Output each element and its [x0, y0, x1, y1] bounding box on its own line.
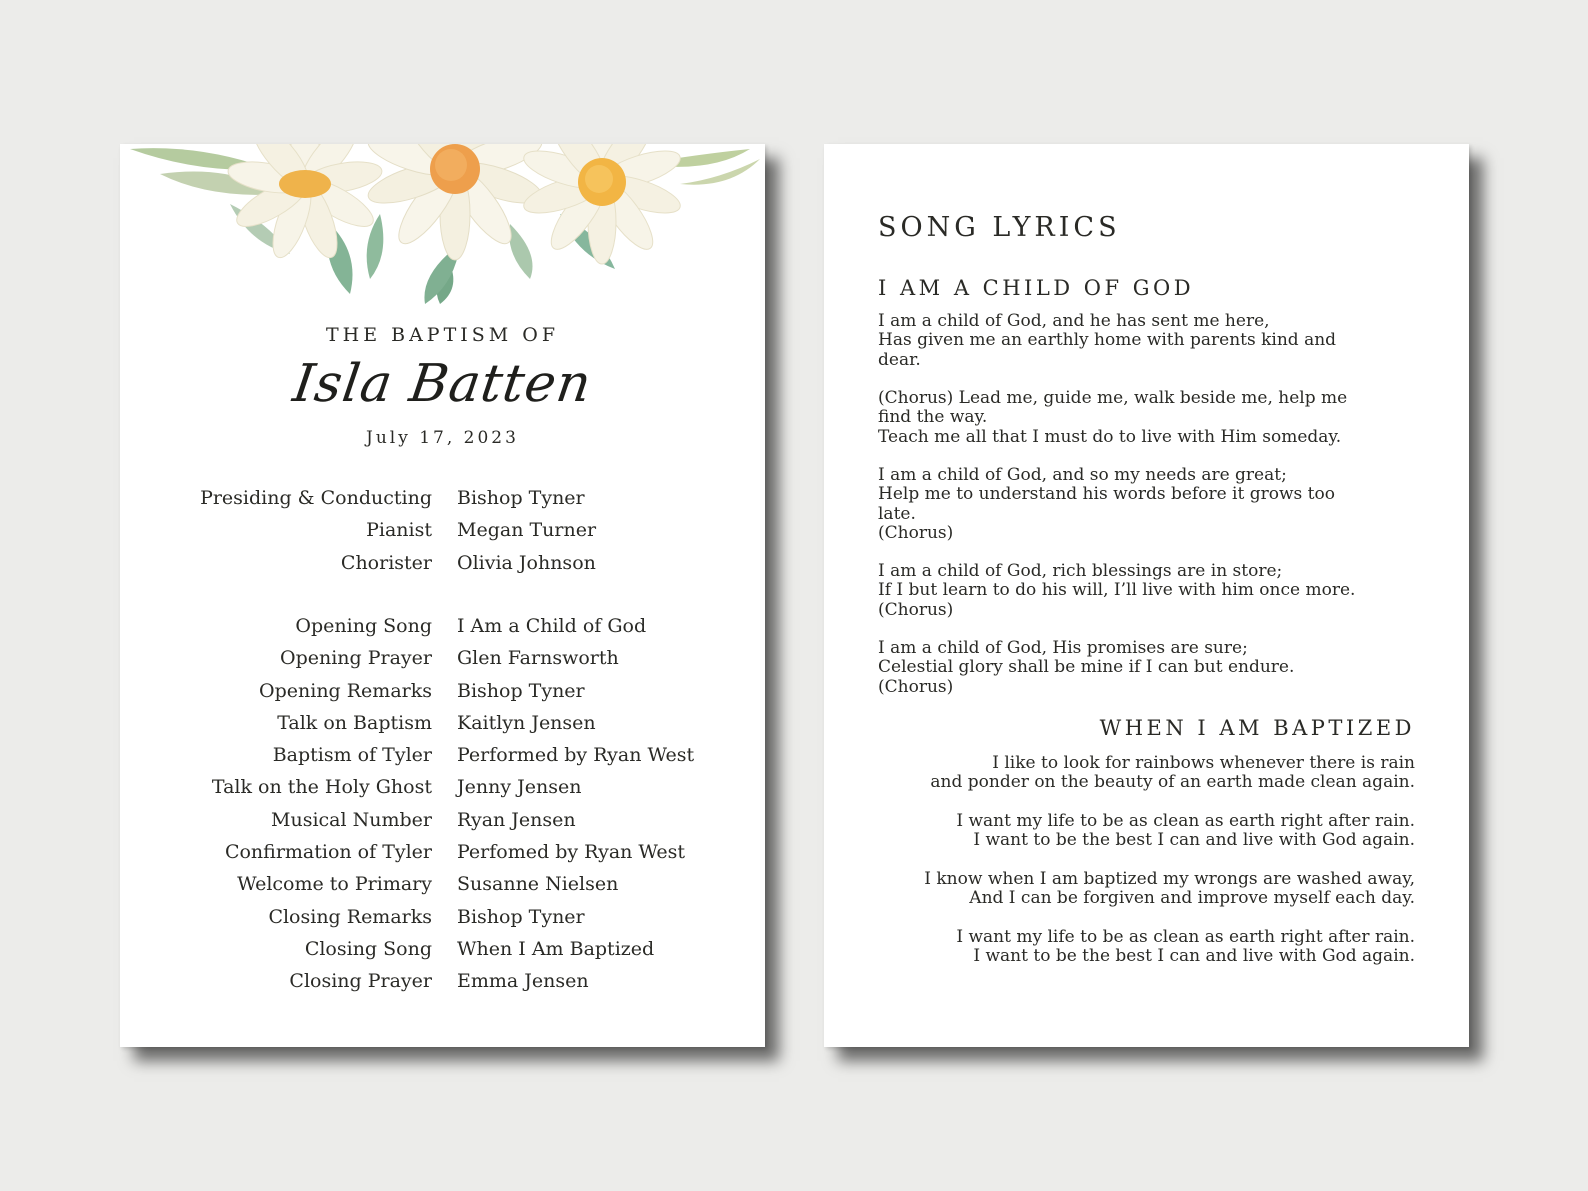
- program-role: Talk on Baptism: [277, 711, 432, 734]
- program-person: Kaitlyn Jensen: [457, 711, 596, 734]
- lyric-line: I like to look for rainbows whenever there is rain: [992, 753, 1415, 773]
- lyric-line: I want my life to be as clean as earth right after rain.: [956, 811, 1415, 831]
- program-row: [120, 610, 765, 642]
- program-role: Opening Remarks: [259, 679, 432, 702]
- verse: [878, 562, 1355, 620]
- events-list: [120, 610, 765, 998]
- program-role: Talk on the Holy Ghost: [211, 776, 432, 799]
- program-person: Bishop Tyner: [457, 905, 585, 928]
- program-role: Musical Number: [271, 808, 432, 831]
- lyric-line: and ponder on the beauty of an earth made clean again.: [930, 772, 1415, 793]
- program-person: Megan Turner: [457, 519, 597, 542]
- lyric-line: (Chorus): [878, 676, 954, 697]
- lyric-line: dear.: [878, 349, 921, 370]
- program-person: Susanne Nielsen: [457, 873, 619, 896]
- officiants-list: [120, 482, 765, 579]
- verse: [956, 812, 1415, 851]
- lyric-line: I am a child of God, and so my needs are great;: [878, 465, 1287, 485]
- lyric-line: (Chorus): [878, 523, 954, 544]
- verse: [878, 312, 1336, 370]
- verse: [878, 639, 1294, 697]
- program-row: [120, 675, 765, 707]
- program-person: Glen Farnsworth: [457, 647, 619, 670]
- lyric-line: (Chorus): [878, 599, 954, 620]
- program-row: [120, 901, 765, 933]
- program-role: Pianist: [366, 519, 432, 542]
- program-row: [120, 965, 765, 997]
- lyric-line: I want to be the best I can and live with God again.: [973, 830, 1415, 851]
- program-row: [120, 547, 765, 579]
- lyric-line: I want to be the best I can and live with God again.: [973, 946, 1415, 967]
- program-person: When I Am Baptized: [457, 937, 655, 960]
- lyric-line: find the way.: [878, 407, 988, 428]
- daisy-left-decoration: [226, 144, 384, 262]
- lyric-line: I know when I am baptized my wrongs are washed away,: [924, 869, 1415, 889]
- lyric-line: Has given me an earthly home with parents kind and: [878, 330, 1337, 351]
- lyric-line: I am a child of God, rich blessings are in store;: [878, 561, 1283, 581]
- song-title: I AM A CHILD OF GOD: [878, 276, 1195, 300]
- program-row: [120, 482, 765, 514]
- program-role: Opening Prayer: [280, 647, 432, 670]
- program-person: Emma Jensen: [457, 970, 589, 993]
- program-person: Olivia Johnson: [457, 551, 596, 574]
- lyric-line: I want my life to be as clean as earth right after rain.: [956, 927, 1415, 947]
- program-row: [120, 642, 765, 674]
- program-role: Baptism of Tyler: [272, 744, 432, 767]
- lyrics-title: SONG LYRICS: [878, 212, 1121, 243]
- program-role: Chorister: [340, 551, 432, 574]
- lyric-line: I am a child of God, and he has sent me here,: [878, 311, 1270, 331]
- program-row: [120, 514, 765, 546]
- program-role: Confirmation of Tyler: [224, 841, 432, 864]
- program-person: Bishop Tyner: [457, 487, 585, 509]
- program-row: [120, 804, 765, 836]
- program-person: Performed by Ryan West: [457, 744, 695, 767]
- lyric-line: Teach me all that I must do to live with Him someday.: [878, 426, 1342, 447]
- program-role: Presiding & Conducting: [200, 487, 432, 509]
- program-person: Bishop Tyner: [457, 679, 585, 702]
- program-subtitle: THE BAPTISM OF: [325, 324, 560, 346]
- program-row: [120, 933, 765, 965]
- program-row: [120, 739, 765, 771]
- program-card: [120, 144, 765, 1047]
- program-person: I Am a Child of God: [457, 615, 647, 637]
- lyrics-card: [824, 144, 1469, 1047]
- lyric-line: And I can be forgiven and improve myself each day.: [969, 888, 1415, 909]
- song-title: WHEN I AM BAPTIZED: [1099, 716, 1415, 740]
- program-person: Perfomed by Ryan West: [457, 841, 686, 864]
- program-role: Opening Song: [295, 615, 432, 637]
- daisy-floral-decoration: [120, 144, 765, 314]
- program-row: [120, 771, 765, 803]
- program-person: Jenny Jensen: [457, 776, 582, 799]
- daisy-right-decoration: [520, 144, 685, 264]
- lyric-line: Help me to understand his words before it grows too: [878, 484, 1335, 505]
- program-row: [120, 836, 765, 868]
- lyric-line: late.: [878, 503, 916, 524]
- lyric-line: Celestial glory shall be mine if I can but endure.: [878, 657, 1295, 678]
- program-row: [120, 707, 765, 739]
- baptism-name: Isla Batten: [289, 354, 596, 414]
- verse: [878, 466, 1335, 544]
- baptism-date: July 17, 2023: [366, 428, 519, 448]
- program-person: Ryan Jensen: [457, 808, 576, 831]
- program-role: Welcome to Primary: [237, 873, 432, 896]
- program-role: Closing Prayer: [289, 970, 432, 993]
- program-role: Closing Remarks: [268, 905, 432, 928]
- verse: [956, 928, 1415, 967]
- lyric-line: I am a child of God, His promises are sure;: [878, 638, 1248, 658]
- program-role: Closing Song: [304, 937, 432, 960]
- lyric-line: (Chorus) Lead me, guide me, walk beside me, help me: [878, 388, 1348, 408]
- verse: [924, 870, 1415, 909]
- program-row: [120, 868, 765, 900]
- verse: [930, 754, 1415, 793]
- lyric-line: If I but learn to do his will, I’ll live with him once more.: [878, 580, 1356, 601]
- verse: [878, 389, 1347, 447]
